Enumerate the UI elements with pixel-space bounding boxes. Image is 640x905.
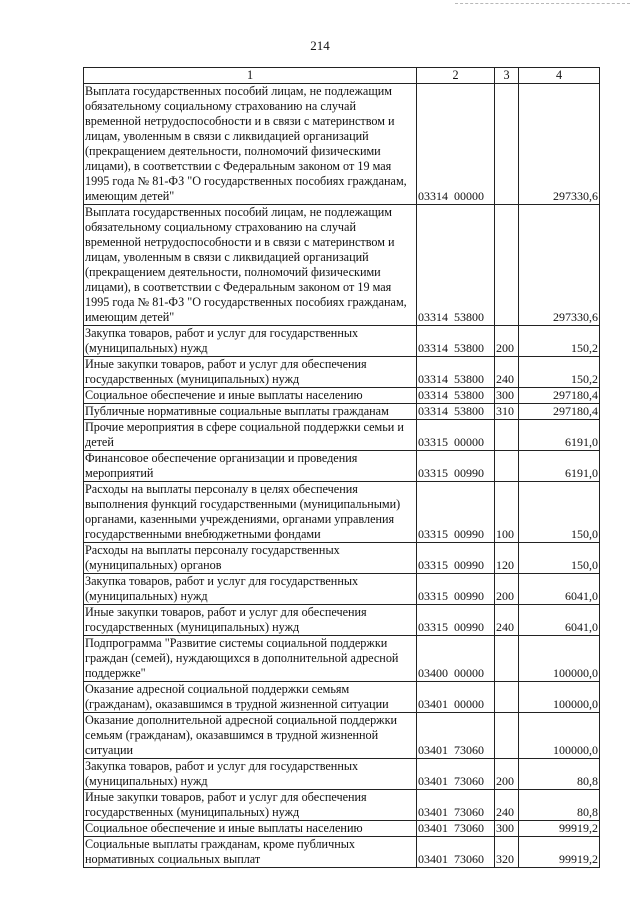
table-row: [84, 543, 600, 574]
row-code: 03315 00990: [417, 451, 495, 482]
row-code: 03315 00990: [417, 543, 495, 574]
row-sum: 6041,0: [519, 574, 600, 605]
row-sum: 80,8: [519, 759, 600, 790]
row-sum: 150,2: [519, 357, 600, 388]
row-code: 03314 53800: [417, 205, 495, 326]
row-sum: 297180,4: [519, 404, 600, 420]
table-row: [84, 790, 600, 821]
row-code: 03315 00000: [417, 420, 495, 451]
table-row: [84, 682, 600, 713]
table-row: [84, 605, 600, 636]
row-vr: 240: [495, 605, 519, 636]
table-row: [84, 759, 600, 790]
row-code: 03401 73060: [417, 790, 495, 821]
row-name: Иные закупки товаров, работ и услуг для обеспечения государственных (муниципальных) нужд: [84, 605, 417, 636]
row-code: 03314 53800: [417, 357, 495, 388]
row-name: Закупка товаров, работ и услуг для государственных (муниципальных) нужд: [84, 574, 417, 605]
row-vr: 100: [495, 482, 519, 543]
row-code: 03314 00000: [417, 84, 495, 205]
row-vr: [495, 420, 519, 451]
row-name: Оказание дополнительной адресной социальной поддержки семьям (гражданам), оказавшимся в трудной жизненной ситуации: [84, 713, 417, 759]
row-sum: 6041,0: [519, 605, 600, 636]
row-code: 03401 73060: [417, 821, 495, 837]
row-name: Расходы на выплаты персоналу в целях обеспечения выполнения функций государственными (муниципальными) органами, казенными учреждениями, органами управления государственными внебюджетными фондами: [84, 482, 417, 543]
row-code: 03314 53800: [417, 326, 495, 357]
table-row: [84, 388, 600, 404]
row-code: 03315 00990: [417, 482, 495, 543]
header-col-2: 2: [417, 68, 495, 84]
row-name: Закупка товаров, работ и услуг для государственных (муниципальных) нужд: [84, 759, 417, 790]
header-col-3: 3: [495, 68, 519, 84]
row-name: Расходы на выплаты персоналу государственных (муниципальных) органов: [84, 543, 417, 574]
row-vr: [495, 713, 519, 759]
row-vr: [495, 682, 519, 713]
row-code: 03401 73060: [417, 759, 495, 790]
row-name: Выплата государственных пособий лицам, не подлежащим обязательному социальному страхованию на случай временной нетрудоспособности и в связи с материнством и лицам, уволенным в связи с ликвидацией организаций (прекращением деятельности, полномочий физическими лицами), в соответствии с Федеральным законом от 19 мая 1995 года № 81-ФЗ "О государственных пособиях гражданам, имеющим детей": [84, 205, 417, 326]
row-name: Социальное обеспечение и иные выплаты населению: [84, 821, 417, 837]
row-name: Публичные нормативные социальные выплаты гражданам: [84, 404, 417, 420]
row-vr: 300: [495, 821, 519, 837]
row-vr: 200: [495, 326, 519, 357]
table-row: [84, 451, 600, 482]
row-name: Финансовое обеспечение организации и проведения мероприятий: [84, 451, 417, 482]
table-row: [84, 326, 600, 357]
row-sum: 100000,0: [519, 713, 600, 759]
row-code: 03314 53800: [417, 388, 495, 404]
table-row: [84, 713, 600, 759]
row-code: 03401 00000: [417, 682, 495, 713]
row-sum: 297330,6: [519, 84, 600, 205]
row-name: Закупка товаров, работ и услуг для государственных (муниципальных) нужд: [84, 326, 417, 357]
row-vr: 240: [495, 790, 519, 821]
row-vr: 120: [495, 543, 519, 574]
row-code: 03314 53800: [417, 404, 495, 420]
row-code: 03315 00990: [417, 605, 495, 636]
row-name: Социальные выплаты гражданам, кроме публичных нормативных социальных выплат: [84, 837, 417, 868]
row-code: 03400 00000: [417, 636, 495, 682]
row-vr: 320: [495, 837, 519, 868]
table-row: [84, 636, 600, 682]
header-col-1: 1: [84, 68, 417, 84]
row-vr: 200: [495, 759, 519, 790]
scan-edge-line: [455, 3, 630, 4]
row-vr: [495, 84, 519, 205]
row-sum: 150,0: [519, 543, 600, 574]
row-sum: 99919,2: [519, 821, 600, 837]
row-sum: 99919,2: [519, 837, 600, 868]
row-name: Подпрограмма "Развитие системы социальной поддержки граждан (семей), нуждающихся в дополнительной адресной поддержке": [84, 636, 417, 682]
row-vr: [495, 205, 519, 326]
row-code: 03315 00990: [417, 574, 495, 605]
table-row: [84, 205, 600, 326]
row-sum: 100000,0: [519, 682, 600, 713]
row-code: 03401 73060: [417, 713, 495, 759]
header-col-4: 4: [519, 68, 600, 84]
budget-table: [83, 67, 600, 868]
table-row: [84, 84, 600, 205]
table-row: [84, 482, 600, 543]
table-row: [84, 837, 600, 868]
row-sum: 80,8: [519, 790, 600, 821]
row-name: Оказание адресной социальной поддержки семьям (гражданам), оказавшимся в трудной жизненной ситуации: [84, 682, 417, 713]
row-sum: 297330,6: [519, 205, 600, 326]
row-sum: 297180,4: [519, 388, 600, 404]
row-sum: 150,0: [519, 482, 600, 543]
table-row: [84, 357, 600, 388]
table-row: [84, 821, 600, 837]
row-vr: 240: [495, 357, 519, 388]
row-name: Прочие мероприятия в сфере социальной поддержки семьи и детей: [84, 420, 417, 451]
row-name: Выплата государственных пособий лицам, не подлежащим обязательному социальному страхованию на случай временной нетрудоспособности и в связи с материнством и лицам, уволенным в связи с ликвидацией организаций (прекращением деятельности, полномочий физическими лицами), в соответствии с Федеральным законом от 19 мая 1995 года № 81-ФЗ "О государственных пособиях гражданам, имеющим детей": [84, 84, 417, 205]
page-number: 214: [310, 38, 330, 53]
row-vr: 310: [495, 404, 519, 420]
table-row: [84, 404, 600, 420]
row-vr: 300: [495, 388, 519, 404]
row-name: Иные закупки товаров, работ и услуг для обеспечения государственных (муниципальных) нужд: [84, 357, 417, 388]
row-sum: 150,2: [519, 326, 600, 357]
table-row: [84, 420, 600, 451]
table-header-row: [84, 68, 600, 84]
row-vr: [495, 451, 519, 482]
row-code: 03401 73060: [417, 837, 495, 868]
row-sum: 6191,0: [519, 420, 600, 451]
row-name: Иные закупки товаров, работ и услуг для обеспечения государственных (муниципальных) нужд: [84, 790, 417, 821]
row-sum: 100000,0: [519, 636, 600, 682]
row-name: Социальное обеспечение и иные выплаты населению: [84, 388, 417, 404]
row-sum: 6191,0: [519, 451, 600, 482]
table-row: [84, 574, 600, 605]
row-vr: 200: [495, 574, 519, 605]
row-vr: [495, 636, 519, 682]
